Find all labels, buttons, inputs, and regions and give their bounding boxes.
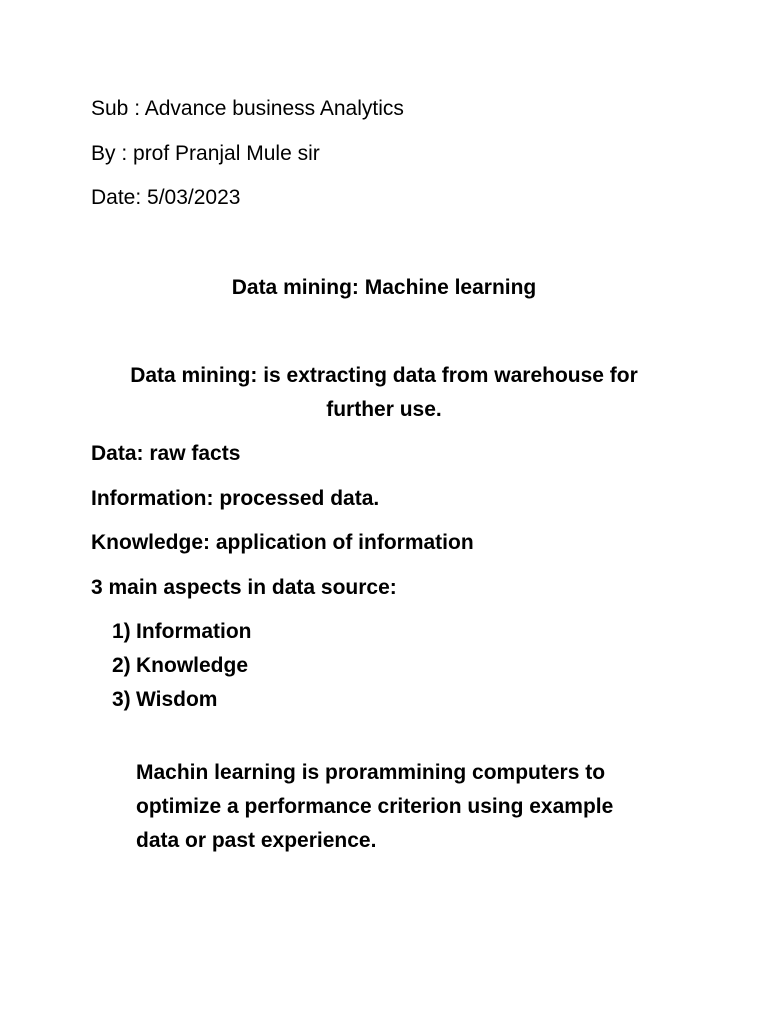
list-item-text: Information <box>136 620 252 643</box>
data-definition: Data: raw facts <box>91 442 241 465</box>
definition-line-2: further use. <box>326 398 442 421</box>
ml-paragraph-line-3: data or past experience. <box>136 829 377 852</box>
ml-paragraph <box>136 756 676 858</box>
document-title: Data mining: Machine learning <box>231 276 537 299</box>
ml-paragraph-line-2: optimize a performance criterion using example <box>136 795 614 818</box>
list-item <box>112 654 252 688</box>
list-item-text: Knowledge <box>136 654 249 677</box>
list-item-number: 2) <box>112 654 131 677</box>
knowledge-definition: Knowledge: application of information <box>91 531 474 554</box>
information-definition: Information: processed data. <box>91 487 380 510</box>
list-item <box>112 688 252 722</box>
ml-paragraph-line-1: Machin learning is prorammining computers to <box>136 761 606 784</box>
definition-line-1: Data mining: is extracting data from warehouse for <box>130 364 638 387</box>
author-line: By : prof Pranjal Mule sir <box>91 142 320 165</box>
list-item-text: Wisdom <box>136 688 218 711</box>
list-item-number: 3) <box>112 688 131 711</box>
date-line: Date: 5/03/2023 <box>91 186 241 209</box>
list-item-number: 1) <box>112 620 131 643</box>
aspects-list <box>112 620 252 722</box>
list-item <box>112 620 252 654</box>
subject-line: Sub : Advance business Analytics <box>91 97 404 120</box>
aspects-heading: 3 main aspects in data source: <box>91 576 397 599</box>
